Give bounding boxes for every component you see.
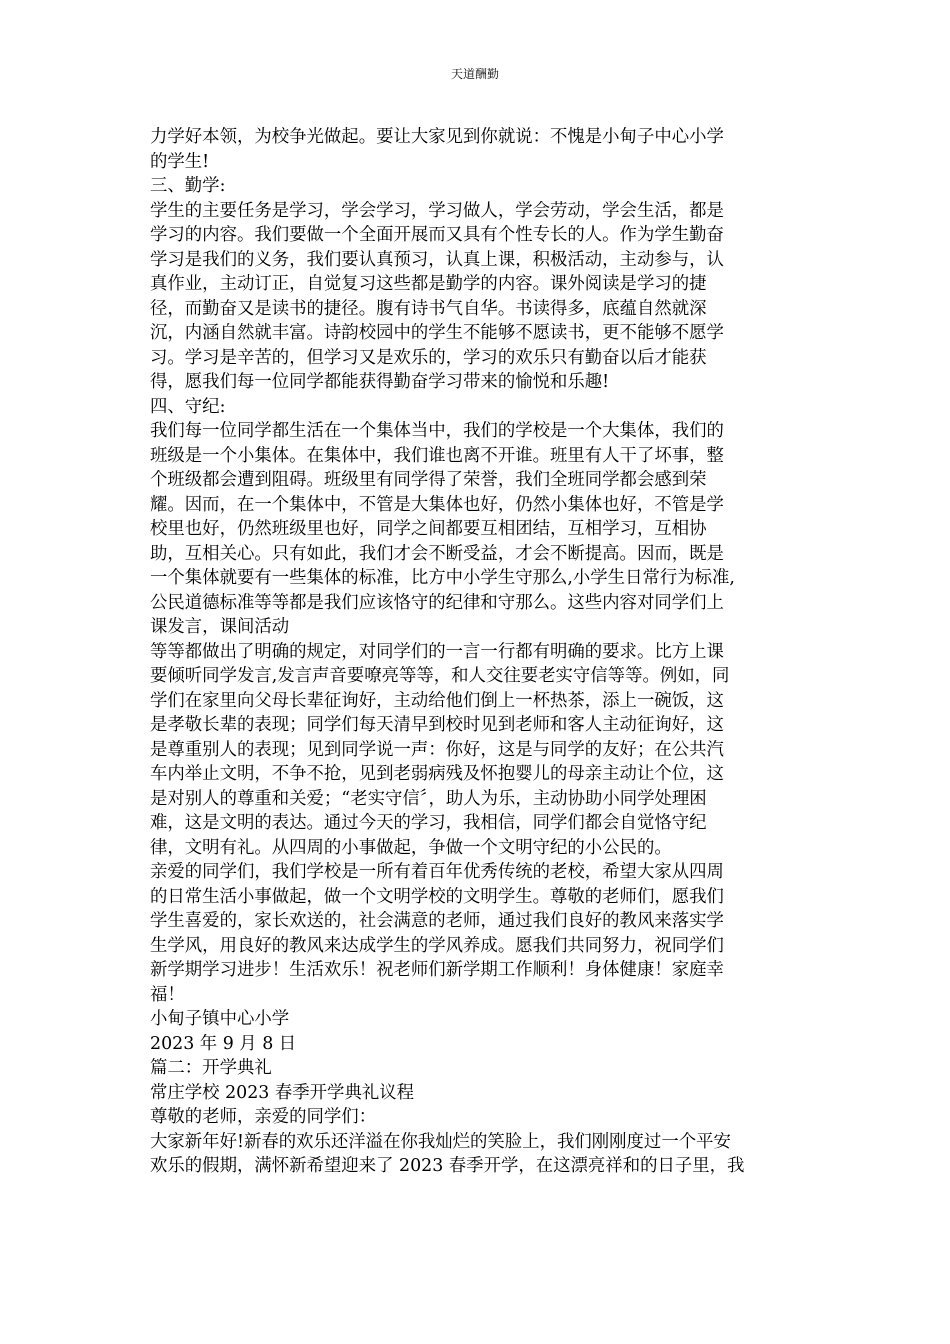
text-line: 欢乐的假期，满怀新希望迎来了 2023 春季开学，在这漂亮祥和的日子里，我	[150, 1156, 745, 1176]
text-line: 大家新年好!新春的欢乐还洋溢在你我灿烂的笑脸上，我们刚刚度过一个平安	[150, 1131, 731, 1152]
text-line: 的学生!	[150, 151, 210, 172]
section-heading: 三、勤学:	[150, 176, 226, 196]
text-line: 是尊重别人的表现；见到同学说一声：你好，这是与同学的友好；在公共汽	[150, 739, 724, 760]
text-line: 校里也好，仍然班级里也好，同学之间都要互相团结，互相学习，互相协	[150, 519, 707, 539]
signature-date: 2023 年 9 月 8 日	[150, 1033, 297, 1054]
section-heading: 篇二：开学典礼	[150, 1058, 272, 1078]
page-header	[0, 66, 950, 82]
text-line: 径，而勤奋又是读书的捷径。腹有诗书气自华。书读得多，底蕴自然就深	[150, 298, 707, 319]
text-line: 福！	[150, 984, 185, 1005]
text-line: 要倾听同学发言,发言声音要嘹亮等等，和人交往要老实守信等等。例如，同	[150, 666, 730, 686]
text-line: 车内举止文明，不争不抢，见到老弱病残及怀抱婴儿的母亲主动让个位，这	[150, 764, 724, 784]
text-line: 个班级都会遭到阻碍。班级里有同学得了荣誉，我们全班同学都会感到荣	[150, 470, 707, 490]
header-text: 天道酬勤	[450, 67, 499, 81]
text-line: 真作业，主动订正，自觉复习这些都是勤学的内容。课外阅读是学习的捷	[150, 274, 707, 294]
text-line: 课发言，课间活动	[150, 617, 290, 637]
signature-school: 小甸子镇中心小学	[150, 1009, 290, 1029]
salutation: 尊敬的老师，亲爱的同学们：	[150, 1107, 377, 1127]
text-line: 学习是我们的义务，我们要认真预习，认真上课，积极活动，主动参与，认	[150, 249, 724, 270]
text-line: 沉，内涵自然就丰富。诗韵校园中的学生不能够不愿读书，更不能够不愿学	[150, 323, 724, 343]
text-line: 难，这是文明的表达。通过今天的学习，我相信，同学们都会自觉恪守纪	[150, 813, 707, 833]
text-line: 新学期学习进步！生活欢乐！祝老师们新学期工作顺利！身体健康！家庭幸	[150, 960, 724, 980]
text-line: 习。学习是辛苦的，但学习又是欢乐的，学习的欢乐只有勤奋以后才能获	[150, 347, 707, 368]
text-line: 力学好本领，为校争光做起。要让大家见到你就说：不愧是小甸子中心小学	[150, 127, 724, 147]
text-line: 班级是一个小集体。在集体中，我们谁也离不开谁。班里有人干了坏事，整	[150, 445, 724, 466]
text-line: 学生的主要任务是学习，学会学习，学习做人，学会劳动，学会生活，都是	[150, 200, 724, 221]
text-line: 是对别人的尊重和关爱；“老实守信〞，助人为乐，主动协助小同学处理困	[150, 788, 707, 809]
section-heading: 四、守纪:	[150, 396, 226, 417]
text-line: 助，互相关心。只有如此，我们才会不断受益，才会不断提高。因而，既是	[150, 543, 724, 564]
text-line: 我们每一位同学都生活在一个集体当中，我们的学校是一个大集体，我们的	[150, 421, 724, 441]
text-line: 亲爱的同学们，我们学校是一所有着百年优秀传统的老校，希望大家从四周	[150, 862, 724, 882]
text-line: 律，文明有礼。从四周的小事做起，争做一个文明守纪的小公民的。	[150, 837, 672, 858]
text-line: 是孝敬长辈的表现；同学们每天清早到校时见到老师和客人主动征询好，这	[150, 715, 724, 735]
text-line: 得，愿我们每一位同学都能获得勤奋学习带来的愉悦和乐趣!	[150, 372, 610, 392]
text-line: 等等都做出了明确的规定，对同学们的一言一行都有明确的要求。比方上课	[150, 641, 724, 662]
text-line: 生学风，用良好的教风来达成学生的学风养成。愿我们共同努力，祝同学们	[150, 935, 724, 956]
text-line: 的日常生活小事做起，做一个文明学校的文明学生。尊敬的老师们，愿我们	[150, 886, 724, 907]
text-line: 学生喜爱的，家长欢送的，社会满意的老师，通过我们良好的教风来落实学	[150, 911, 724, 931]
text-line: 耀。因而，在一个集体中，不管是大集体也好，仍然小集体也好，不管是学	[150, 494, 724, 515]
text-line: 学习的内容。我们要做一个全面开展而又具有个性专长的人。作为学生勤奋	[150, 225, 724, 245]
document-body	[150, 125, 790, 1179]
text-line: 学们在家里向父母长辈征询好，主动给他们倒上一杯热茶，添上一碗饭，这	[150, 690, 724, 711]
document-title: 常庄学校 2023 春季开学典礼议程	[150, 1082, 415, 1103]
text-line: 一个集体就要有一些集体的标准，比方中小学生守那么,小学生日常行为标准,	[150, 568, 735, 588]
text-line: 公民道德标准等等都是我们应该恪守的纪律和守那么。这些内容对同学们上	[150, 592, 724, 613]
